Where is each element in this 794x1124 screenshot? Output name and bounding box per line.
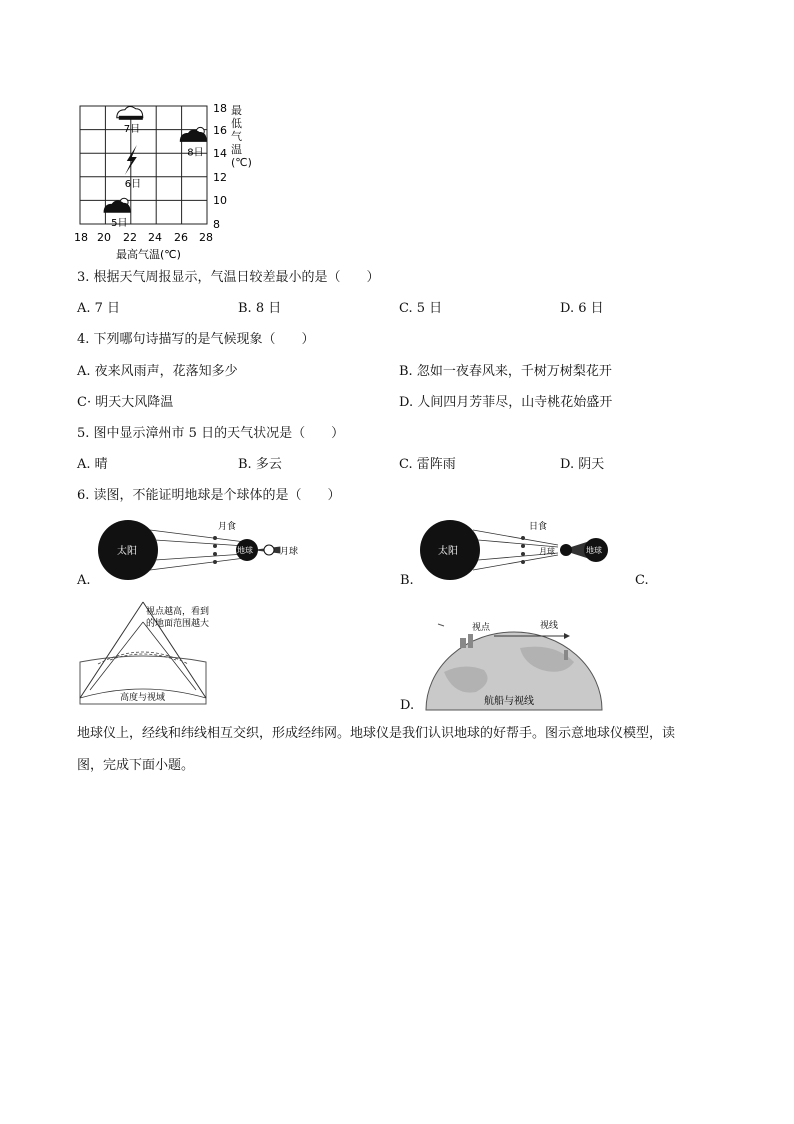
y-tick: 10 [213,194,227,207]
y-tick: 8 [213,218,220,231]
sightline-label: 视线 [540,621,559,631]
data-label: 6日 [124,179,142,190]
x-tick: 28 [199,231,213,244]
y-tick: 14 [213,147,227,160]
q6-option-c[interactable]: C. [635,573,649,588]
x-tick: 20 [97,231,111,244]
sun-label: 太阳 [438,546,458,557]
moon-shape [264,545,274,555]
figure-b-solar-eclipse [418,518,618,582]
sun-label: 太阳 [117,546,137,557]
q4-option-b[interactable]: B. 忽如一夜春风来，千树万树梨花开 [399,364,612,379]
passage-line-1: 地球仪上，经线和纬线相互交织，形成经纬网。地球仪是我们认识地球的好帮手。图示意地球仪模型，读 [77,726,676,741]
q4-option-a[interactable]: A. 夜来风雨声，花落知多少 [77,364,238,379]
view-note-line1: 视点越高，看到 [146,607,210,617]
y-tick: 18 [213,102,227,115]
x-tick: 26 [174,231,188,244]
q5-option-c[interactable]: C. 雷阵雨 [399,457,456,472]
figure-d-ship-sightline [424,612,604,712]
q6-option-d[interactable]: D. [400,698,415,713]
passage-line-2: 图，完成下面小题。 [77,758,195,773]
figure-c-height-view [78,600,278,708]
question-4: 4. 下列哪句诗描写的是气候现象（ ） [77,332,315,347]
q3-option-d[interactable]: D. 6 日 [560,301,604,316]
y-tick: 12 [213,171,227,184]
moon-label: 月球 [539,547,555,556]
y-tick: 16 [213,124,227,137]
figure-d-caption: 航船与视线 [484,696,534,707]
q3-option-c[interactable]: C. 5 日 [399,301,443,316]
q4-option-d[interactable]: D. 人间四月芳菲尽，山寺桃花始盛开 [399,395,613,410]
eclipse-label: 月食 [218,522,237,532]
chart-grid [80,106,207,224]
q3-option-a[interactable]: A. 7 日 [77,301,121,316]
weather-chart [70,96,260,266]
data-label: 5日 [111,218,128,230]
x-tick: 22 [123,231,137,244]
moon-label: 月球 [280,547,299,557]
figure-c-caption: 高度与视域 [120,693,166,703]
viewpoint-label: 视点 [472,623,491,633]
cloud-shadow [119,116,143,120]
x-tick: 24 [148,231,162,244]
x-axis-label: 最高气温(℃) [116,248,181,261]
q4-option-c[interactable]: C· 明天大风降温 [77,395,174,410]
earth-label: 地球 [586,546,602,555]
question-5: 5. 图中显示漳州市 5 日的天气状况是（ ） [77,426,345,441]
q3-option-b[interactable]: B. 8 日 [238,301,282,316]
y-axis-label: 最低气温(℃) [231,104,252,169]
data-label: 8日 [187,147,204,159]
eclipse-label: 日食 [529,522,548,532]
q5-option-a[interactable]: A. 晴 [77,457,108,472]
question-3: 3. 根据天气周报显示，气温日较差最小的是（ ） [77,270,380,285]
q6-option-a[interactable]: A. [77,573,91,588]
q6-option-b[interactable]: B. [400,573,414,588]
figure-a-lunar-eclipse [95,518,345,582]
view-note-line2: 的地面范围越大 [146,619,210,629]
question-6: 6. 读图，不能证明地球是个球体的是（ ） [77,488,341,503]
earth-label: 地球 [237,546,253,555]
data-label: 7日 [123,123,141,135]
x-tick: 18 [74,231,88,244]
q5-option-b[interactable]: B. 多云 [238,457,282,472]
q5-option-d[interactable]: D. 阴天 [560,457,605,472]
moon-shape [560,544,572,556]
